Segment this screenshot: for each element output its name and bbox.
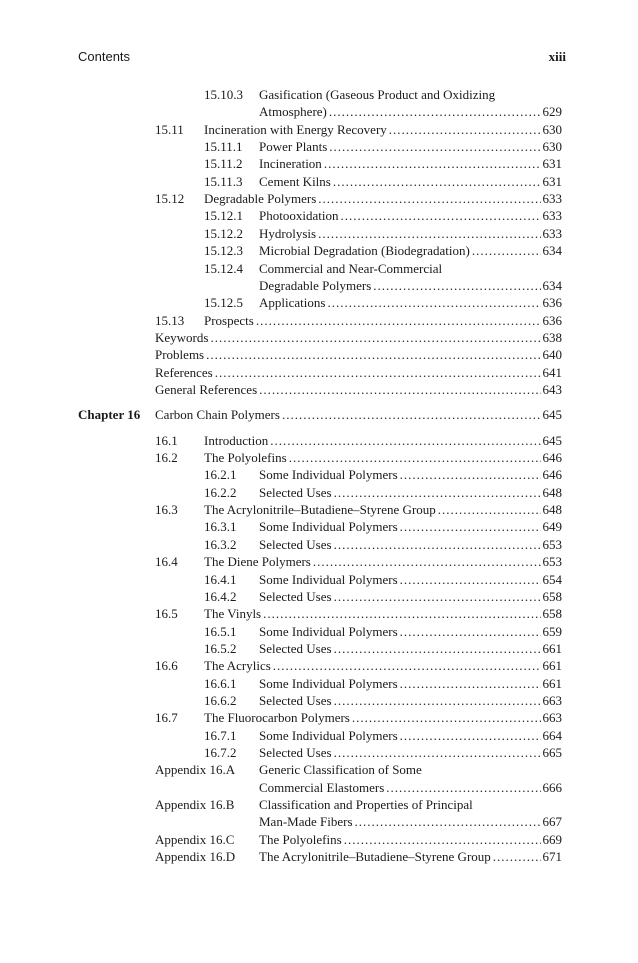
dot-leader	[259, 381, 540, 398]
entry-title: Selected Uses	[259, 640, 332, 656]
section-number: Appendix 16.A	[155, 762, 236, 778]
dot-leader	[352, 709, 541, 726]
toc-entry	[0, 675, 638, 692]
section-number: 16.7	[155, 710, 178, 726]
entry-line	[259, 779, 562, 796]
chapter-label: Chapter 16	[78, 407, 141, 423]
entry-page-number: 665	[542, 745, 562, 760]
toc-entry	[0, 501, 638, 518]
entry-page-number: 663	[542, 692, 562, 708]
dot-leader	[329, 138, 540, 155]
dot-leader	[438, 501, 541, 518]
dot-leader	[400, 518, 541, 535]
entry-line	[204, 449, 562, 466]
entry-line	[155, 364, 562, 381]
entry-title: Atmosphere)	[259, 104, 327, 120]
section-number: 16.5.1	[204, 623, 237, 639]
dot-leader	[324, 155, 541, 172]
entry-title: Selected Uses	[259, 692, 332, 708]
toc-entry	[0, 779, 638, 796]
section-number: 15.12	[155, 191, 185, 207]
entry-title: Photooxidation	[259, 208, 339, 224]
entry-line	[259, 813, 562, 830]
section-number: 15.11.1	[204, 139, 243, 155]
entry-title: Microbial Degradation (Biodegradation)	[259, 243, 470, 259]
dot-leader	[400, 571, 541, 588]
toc-entry	[0, 692, 638, 709]
dot-leader	[334, 536, 541, 553]
entry-page-number: 659	[542, 623, 562, 639]
entry-title: Selected Uses	[259, 536, 332, 552]
section-number: 16.2	[155, 450, 178, 465]
entry-title: Keywords	[155, 329, 209, 345]
entry-page-number: 645	[542, 432, 562, 448]
entry-title: Prospects	[204, 312, 254, 328]
dot-leader	[313, 553, 541, 570]
entry-title: Man-Made Fibers	[259, 814, 353, 830]
entry-page-number: 646	[542, 450, 562, 465]
entry-page-number: 669	[542, 831, 562, 847]
entry-title: Problems	[155, 347, 205, 363]
entry-page-number: 658	[542, 606, 562, 622]
entry-line	[155, 346, 562, 363]
entry-page-number: 634	[542, 277, 562, 293]
dot-leader	[263, 605, 540, 622]
entry-title: The Acrylonitrile–Butadiene–Styrene Group	[204, 502, 436, 518]
entry-page-number: 633	[542, 208, 562, 224]
entry-line	[204, 121, 562, 138]
toc-entry	[0, 242, 638, 259]
entry-line	[259, 466, 562, 483]
dot-leader	[400, 623, 541, 640]
toc-entry	[0, 813, 638, 830]
entry-title: Incineration	[259, 156, 322, 172]
toc-entry	[0, 103, 638, 120]
entry-title: Selected Uses	[259, 484, 332, 500]
dot-leader	[355, 813, 541, 830]
toc-entry	[0, 449, 638, 466]
entry-line	[204, 432, 562, 449]
section-number: Appendix 16.B	[155, 797, 235, 812]
toc-entry	[0, 709, 638, 726]
section-number: 16.1	[155, 432, 178, 448]
entry-page-number: 640	[542, 347, 562, 363]
dot-leader	[210, 329, 540, 346]
entry-title: Commercial Elastomers	[259, 779, 385, 795]
entry-line	[155, 406, 562, 423]
entry-title: Some Individual Polymers	[259, 727, 398, 743]
dot-leader	[389, 121, 541, 138]
dot-leader	[282, 406, 541, 423]
entry-page-number: 641	[542, 364, 562, 380]
entry-line	[204, 312, 562, 329]
entry-page-number: 633	[542, 225, 562, 241]
entry-line	[259, 277, 562, 294]
entry-line	[259, 536, 562, 553]
section-number: 16.6	[155, 658, 178, 674]
entry-page-number: 663	[542, 710, 562, 726]
entry-line	[259, 623, 562, 640]
section-number: 15.13	[155, 312, 185, 328]
toc-entry	[0, 605, 638, 622]
dot-leader	[270, 432, 540, 449]
dot-leader	[327, 294, 540, 311]
section-number: Appendix 16.D	[155, 849, 236, 865]
entry-page-number: 648	[542, 484, 562, 500]
toc-entry	[0, 381, 638, 398]
section-number: 15.12.3	[204, 243, 243, 259]
toc-entry	[0, 623, 638, 640]
toc-entry	[0, 553, 638, 570]
toc-entry	[0, 466, 638, 483]
section-number: 15.12.5	[204, 295, 243, 311]
entry-line	[204, 190, 562, 207]
toc-entry	[0, 138, 638, 155]
entry-page-number: 629	[542, 104, 562, 120]
dot-leader	[256, 312, 541, 329]
entry-page-number: 636	[542, 295, 562, 311]
section-number: 16.3.2	[204, 536, 237, 552]
entry-title: Some Individual Polymers	[259, 467, 398, 483]
entry-page-number: 666	[542, 779, 562, 795]
toc-entry	[0, 640, 638, 657]
toc-entry	[0, 294, 638, 311]
entry-title: Commercial and Near-Commercial	[259, 260, 443, 276]
entry-page-number: 633	[542, 191, 562, 207]
entry-title: Incineration with Energy Recovery	[204, 121, 387, 137]
entry-page-number: 648	[542, 502, 562, 518]
entry-title: Carbon Chain Polymers	[155, 407, 280, 423]
entry-page-number: 646	[542, 467, 562, 483]
entry-title: Degradable Polymers	[259, 277, 372, 293]
section-number: 16.6.2	[204, 692, 237, 708]
entry-title: The Acrylics	[204, 658, 271, 674]
dot-leader	[334, 640, 541, 657]
entry-line	[259, 173, 562, 190]
section-number: 15.12.4	[204, 260, 243, 276]
entry-line	[259, 155, 562, 172]
toc-entry	[0, 225, 638, 242]
dot-leader	[493, 848, 541, 865]
entry-page-number: 664	[542, 727, 562, 743]
section-number: 16.3.1	[204, 519, 237, 535]
entry-title: References	[155, 364, 213, 380]
page-number: xiii	[548, 49, 566, 64]
section-number: 16.4.2	[204, 588, 237, 604]
toc-entry	[0, 761, 638, 778]
entry-line	[259, 484, 562, 501]
dot-leader	[472, 242, 541, 259]
entry-page-number: 630	[542, 139, 562, 155]
entry-page-number: 654	[542, 571, 562, 587]
toc-entry	[0, 831, 638, 848]
section-number: 16.2.1	[204, 467, 237, 483]
entry-title: Cement Kilns	[259, 173, 331, 189]
entry-title: Some Individual Polymers	[259, 519, 398, 535]
entry-line	[155, 381, 562, 398]
entry-page-number: 638	[542, 329, 562, 345]
entry-page-number: 661	[542, 658, 562, 674]
section-number: 15.12.1	[204, 208, 243, 224]
toc-entry	[0, 536, 638, 553]
entry-line	[204, 553, 562, 570]
dot-leader	[386, 779, 540, 796]
toc-entry	[0, 346, 638, 363]
entry-line	[259, 692, 562, 709]
entry-title: Introduction	[204, 432, 269, 448]
entry-line	[259, 727, 562, 744]
dot-leader	[344, 831, 541, 848]
section-number: Appendix 16.C	[155, 831, 235, 847]
dot-leader	[206, 346, 540, 363]
toc-entry	[0, 86, 638, 103]
toc-entry	[0, 571, 638, 588]
dot-leader	[334, 744, 541, 761]
toc-entry	[0, 432, 638, 449]
dot-leader	[400, 466, 541, 483]
entry-title: The Diene Polymers	[204, 554, 311, 570]
entry-page-number: 649	[542, 519, 562, 535]
entry-title: Classification and Properties of Principal	[259, 797, 473, 812]
entry-title: The Acrylonitrile–Butadiene–Styrene Group	[259, 849, 491, 865]
toc-entry	[0, 277, 638, 294]
entry-line	[259, 138, 562, 155]
toc-entry	[0, 312, 638, 329]
section-number: 15.10.3	[204, 87, 243, 102]
section-number: 15.11.3	[204, 173, 243, 189]
entry-line	[259, 640, 562, 657]
entry-title: General References	[155, 381, 258, 397]
section-number: 16.3	[155, 502, 178, 518]
toc-entry	[0, 406, 638, 423]
entry-line	[259, 103, 562, 120]
dot-leader	[340, 207, 540, 224]
toc-entry	[0, 744, 638, 761]
entry-title: Some Individual Polymers	[259, 623, 398, 639]
entry-line	[259, 831, 562, 848]
entry-page-number: 630	[542, 121, 562, 137]
entry-title: Power Plants	[259, 139, 328, 155]
toc-entry	[0, 155, 638, 172]
entry-line	[259, 518, 562, 535]
entry-page-number: 636	[542, 312, 562, 328]
dot-leader	[334, 588, 541, 605]
entry-page-number: 671	[542, 849, 562, 865]
entry-page-number: 661	[542, 675, 562, 691]
section-number: 15.11	[155, 121, 184, 137]
section-number: 16.2.2	[204, 484, 237, 500]
entry-line	[204, 605, 562, 622]
section-number: 15.11.2	[204, 156, 243, 172]
entry-line	[259, 242, 562, 259]
dot-leader	[373, 277, 540, 294]
toc-entry	[0, 173, 638, 190]
entry-line	[259, 675, 562, 692]
toc-entry	[0, 207, 638, 224]
dot-leader	[318, 225, 540, 242]
entry-line	[259, 225, 562, 242]
entry-title: Applications	[259, 295, 326, 311]
entry-title: Hydrolysis	[259, 225, 317, 241]
entry-line	[204, 709, 562, 726]
entry-title: The Polyolefins	[204, 450, 287, 465]
dot-leader	[215, 364, 541, 381]
entry-title: Degradable Polymers	[204, 191, 317, 207]
running-header	[78, 49, 566, 67]
toc-entry	[0, 329, 638, 346]
toc-entry	[0, 190, 638, 207]
entry-line	[155, 329, 562, 346]
section-number: 16.7.1	[204, 727, 237, 743]
section-number: 16.5.2	[204, 640, 237, 656]
toc-entry	[0, 588, 638, 605]
dot-leader	[400, 727, 541, 744]
entry-page-number: 631	[542, 173, 562, 189]
entry-line	[259, 207, 562, 224]
toc-entry	[0, 848, 638, 865]
entry-title: Generic Classification of Some	[259, 762, 422, 778]
dot-leader	[329, 103, 541, 120]
entry-page-number: 653	[542, 554, 562, 570]
dot-leader	[400, 675, 541, 692]
toc-entry	[0, 364, 638, 381]
section-number: 16.7.2	[204, 745, 237, 760]
dot-leader	[318, 190, 540, 207]
section-number: 16.4.1	[204, 571, 237, 587]
entry-line	[259, 571, 562, 588]
entry-title: Gasification (Gaseous Product and Oxidizing	[259, 87, 496, 102]
section-number: 16.5	[155, 606, 178, 622]
entry-title: Selected Uses	[259, 745, 332, 760]
section-number: 15.12.2	[204, 225, 243, 241]
entry-line	[259, 588, 562, 605]
entry-title: Some Individual Polymers	[259, 675, 398, 691]
toc-entry	[0, 260, 638, 277]
entry-page-number: 661	[542, 640, 562, 656]
toc-entry	[0, 121, 638, 138]
toc-entry	[0, 657, 638, 674]
entry-title: The Fluorocarbon Polymers	[204, 710, 350, 726]
entry-line	[204, 657, 562, 674]
dot-leader	[334, 484, 541, 501]
entry-page-number: 631	[542, 156, 562, 172]
entry-line	[259, 848, 562, 865]
entry-title: Some Individual Polymers	[259, 571, 398, 587]
entry-page-number: 645	[542, 407, 562, 423]
entry-line	[259, 294, 562, 311]
section-number: 16.6.1	[204, 675, 237, 691]
entry-title: Selected Uses	[259, 588, 332, 604]
dot-leader	[289, 449, 541, 466]
entry-page-number: 634	[542, 243, 562, 259]
entry-line	[204, 501, 562, 518]
entry-line	[259, 744, 562, 761]
entry-title: The Vinyls	[204, 606, 262, 622]
toc-entry	[0, 484, 638, 501]
toc-entry	[0, 796, 638, 813]
dot-leader	[273, 657, 541, 674]
dot-leader	[334, 692, 541, 709]
toc-entry	[0, 727, 638, 744]
entry-page-number: 643	[542, 381, 562, 397]
entry-title: The Polyolefins	[259, 831, 342, 847]
section-number: 16.4	[155, 554, 178, 570]
entry-page-number: 667	[542, 814, 562, 830]
running-title: Contents	[78, 49, 131, 64]
entry-page-number: 658	[542, 588, 562, 604]
toc-entry	[0, 518, 638, 535]
dot-leader	[333, 173, 541, 190]
entry-page-number: 653	[542, 536, 562, 552]
